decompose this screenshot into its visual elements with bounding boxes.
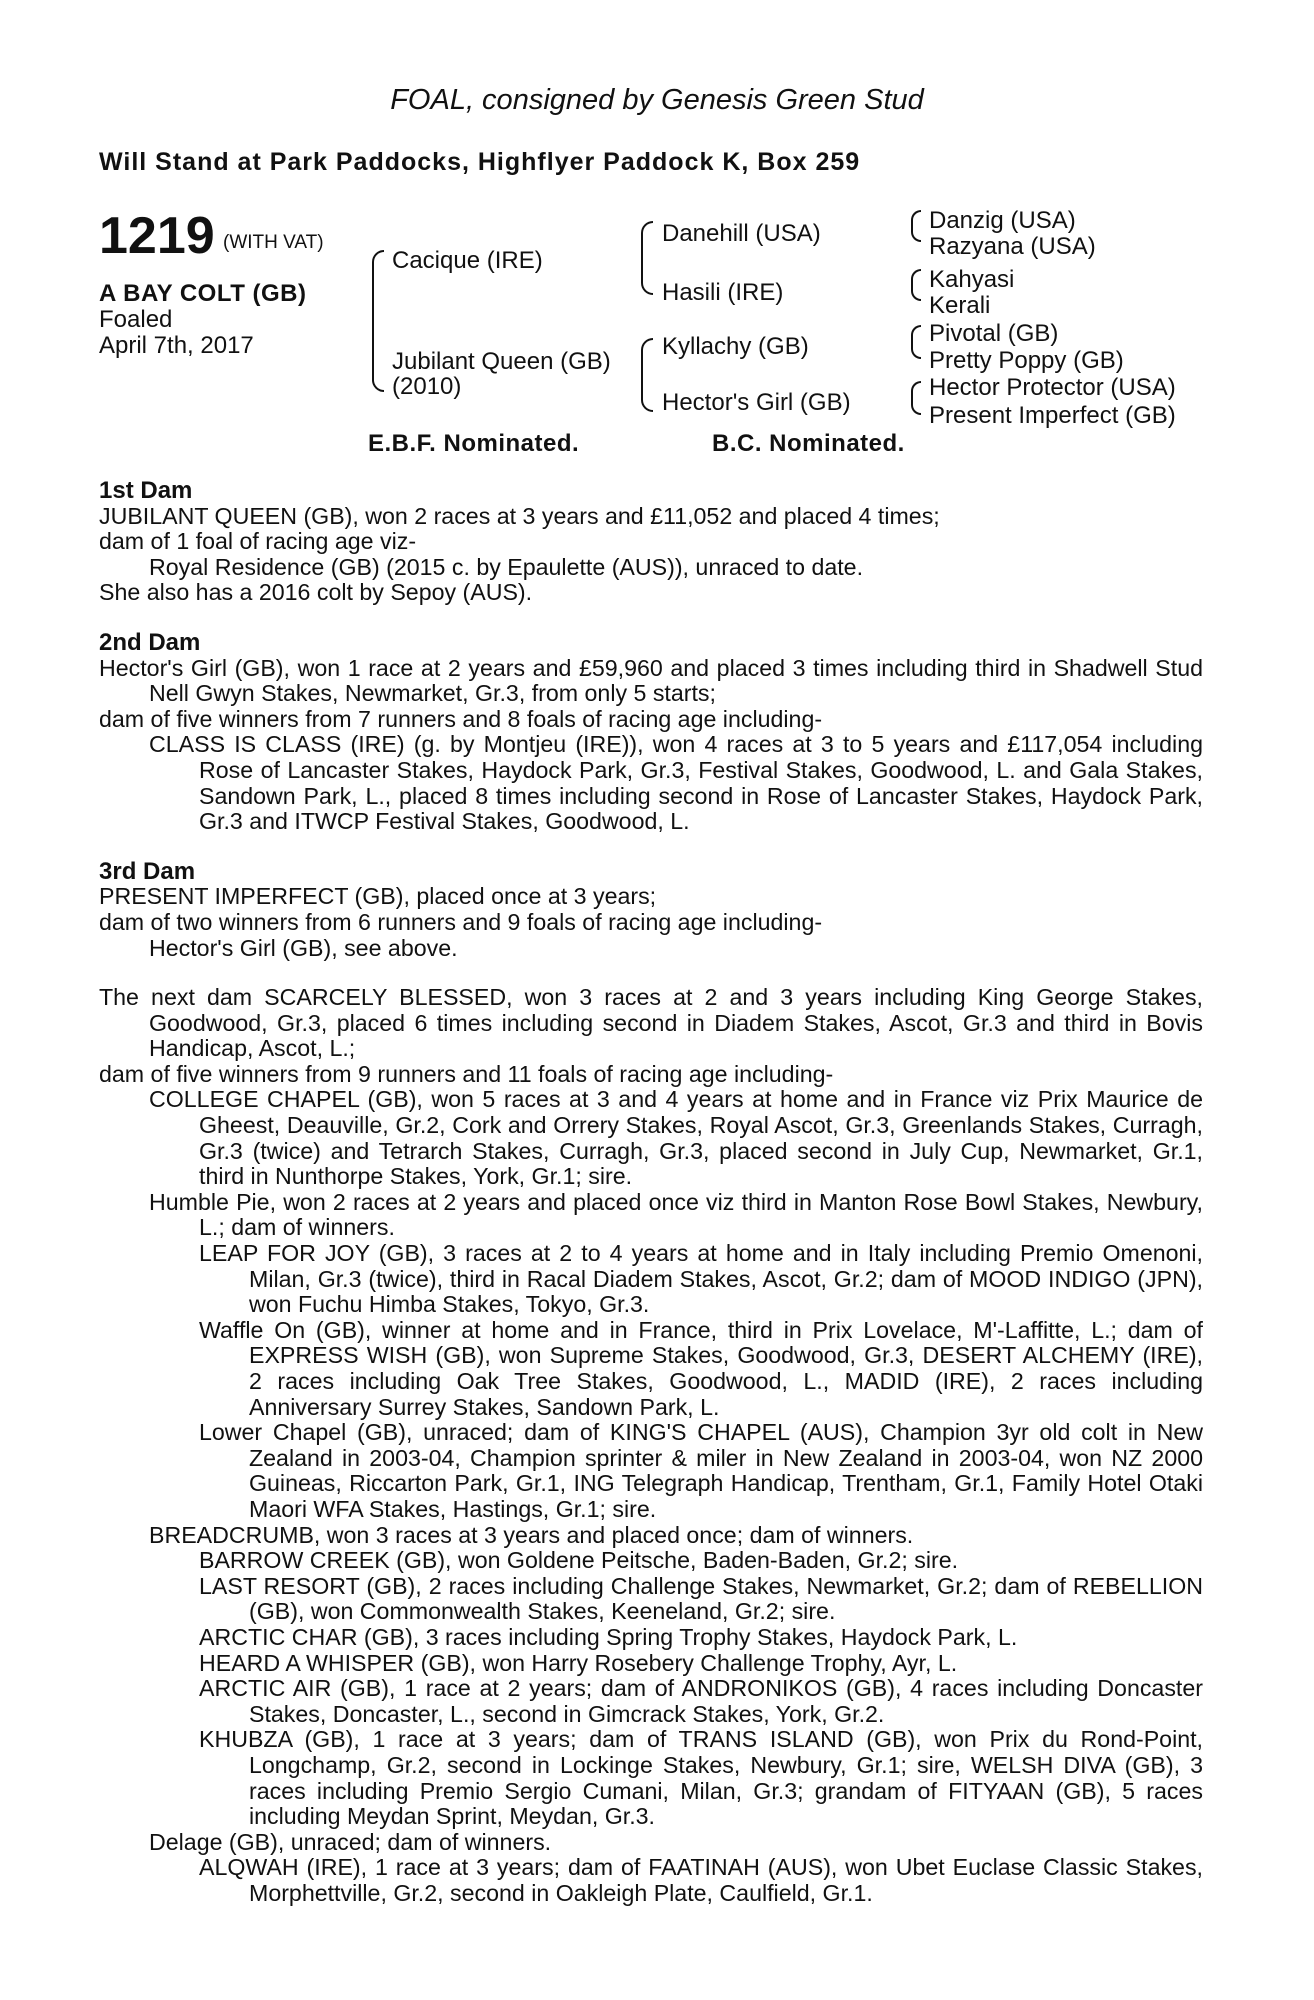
dam1-foal: Royal Residence (GB) (2015 c. by Epaulette (AUS)), unraced to date. (149, 553, 864, 580)
ebf-nomination: E.B.F. Nominated. (368, 430, 580, 457)
sire-sire: Danehill (USA) (662, 220, 821, 247)
pedigree-bracket-dam (641, 338, 653, 412)
dam-dam: Hector's Girl (GB) (662, 389, 851, 416)
foaled-label: Foaled (99, 306, 173, 333)
dam3-produce: dam of two winners from 6 runners and 9 foals of racing age including- (99, 908, 823, 935)
ancestor-ddd: Present Imperfect (GB) (929, 402, 1176, 429)
entry-barrow-creek: BARROW CREEK (GB), won Goldene Peitsche, Baden-Baden, Gr.2; sire. (199, 1547, 959, 1574)
next-dam-produce: dam of five winners from 9 runners and 11 foals of racing age including- (99, 1060, 834, 1087)
bracket-g4 (911, 381, 921, 415)
vat-note: (WITH VAT) (223, 232, 324, 253)
bracket-g1 (911, 210, 921, 242)
bracket-g3 (911, 325, 921, 359)
sire: Cacique (IRE) (392, 247, 543, 274)
catalogue-body (99, 478, 1203, 1906)
dam2-produce: dam of five winners from 7 runners and 8 foals of racing age including- (99, 705, 823, 732)
dam2-record: Hector's Girl (GB), won 1 race at 2 years and £59,960 and placed 3 times including third in Shadwell Stud Nell Gwyn Stakes, Newmarket, Gr.3, from only 5 starts; (99, 654, 1203, 707)
lot-name: A BAY COLT (GB) (99, 280, 307, 307)
stand-location: Will Stand at Park Paddocks, Highflyer Paddock K, Box 259 (99, 148, 861, 176)
dam-sire: Kyllachy (GB) (662, 333, 809, 360)
sire-dam: Hasili (IRE) (662, 279, 784, 306)
dam1-produce: dam of 1 foal of racing age viz- (99, 528, 417, 555)
entry-breadcrumb: BREADCRUMB, won 3 races at 3 years and placed once; dam of winners. (149, 1521, 914, 1548)
dam-name: Jubilant Queen (GB) (392, 348, 611, 375)
foaled-date: April 7th, 2017 (99, 332, 254, 359)
dam2-offspring: CLASS IS CLASS (IRE) (g. by Montjeu (IRE)), won 4 races at 3 to 5 years and £117,054 including Rose of Lancaster Stakes, Haydock Park, Gr.3, Festival Stakes, Goodwood, L. and Gala Stakes, Sandown Park, L., placed 8 times including second in Rose of Lancaster Stakes, Haydock Park, Gr.3 and ITWCP Festival Stakes, Goodwood, L. (149, 731, 1203, 835)
ancestor-sss: Danzig (USA) (929, 207, 1076, 234)
pedigree-bracket-sire (641, 221, 653, 295)
entry-humble-pie: Humble Pie, won 2 races at 2 years and placed once viz third in Manton Rose Bowl Stakes, Newbury, L.; dam of winners. (149, 1188, 1203, 1241)
ancestor-dss: Pivotal (GB) (929, 320, 1059, 347)
ancestor-dsd: Pretty Poppy (GB) (929, 347, 1124, 374)
entry-heard-a-whisper: HEARD A WHISPER (GB), won Harry Rosebery Challenge Trophy, Ayr, L. (199, 1649, 958, 1676)
dam-year: (2010) (392, 373, 462, 400)
next-dam-record: The next dam SCARCELY BLESSED, won 3 races at 2 and 3 years including King George Stakes, Goodwood, Gr.3, placed 6 times including second in Diadem Stakes, Ascot, Gr.3 and third in Bovis Handicap, Ascot, L.; (99, 984, 1203, 1062)
ancestor-sdd: Kerali (929, 292, 991, 319)
entry-arctic-air: ARCTIC AIR (GB), 1 race at 2 years; dam of ANDRONIKOS (GB), 4 races including Doncaster Stakes, Doncaster, L., second in Gimcrack Stakes, York, Gr.2. (199, 1675, 1203, 1727)
dam1-heading: 1st Dam (99, 477, 193, 504)
lot-number: 1219 (99, 207, 215, 265)
entry-college-chapel: COLLEGE CHAPEL (GB), won 5 races at 3 and 4 years at home and in France viz Prix Maurice de Gheest, Deauville, Gr.2, Cork and Orrery Stakes, Royal Ascot, Gr.3, Greenlands Stakes, Curragh, Gr.3 (twice) and Tetrarch Stakes, Curragh, Gr.3, placed second in July Cup, Newmarket, Gr.1, third in Nunthorpe Stakes, York, Gr.1; sire. (149, 1086, 1203, 1190)
ancestor-ssd: Razyana (USA) (929, 233, 1096, 260)
dam3-record: PRESENT IMPERFECT (GB), placed once at 3 years; (99, 883, 657, 910)
entry-leap-for-joy: LEAP FOR JOY (GB), 3 races at 2 to 4 years at home and in Italy including Premio Omenoni, Milan, Gr.3 (twice), third in Racal Diadem Stakes, Ascot, Gr.2; dam of MOOD INDIGO (JPN), won Fuchu Himba Stakes, Tokyo, Gr.3. (199, 1240, 1203, 1318)
entry-khubza: KHUBZA (GB), 1 race at 3 years; dam of TRANS ISLAND (GB), won Prix du Rond-Point, Longchamp, Gr.2, second in Lockinge Stakes, Newbury, Gr.1; sire, WELSH DIVA (GB), 3 races including Premio Sergio Cumani, Milan, Gr.3; grandam of FITYAAN (GB), 5 races including Meydan Sprint, Meydan, Gr.3. (199, 1726, 1203, 1830)
consignment-line: FOAL, consigned by Genesis Green Stud (390, 84, 924, 116)
dam3-offspring: Hector's Girl (GB), see above. (149, 934, 458, 961)
dam1-note: She also has a 2016 colt by Sepoy (AUS). (99, 579, 533, 606)
ancestor-sds: Kahyasi (929, 266, 1015, 293)
bracket-g2 (911, 269, 921, 301)
dam3-heading: 3rd Dam (99, 857, 196, 885)
dam2-heading: 2nd Dam (99, 628, 201, 656)
entry-last-resort: LAST RESORT (GB), 2 races including Challenge Stakes, Newmarket, Gr.2; dam of REBELLION (GB), won Commonwealth Stakes, Keeneland, Gr.2; sire. (199, 1572, 1203, 1625)
pedigree-bracket-main (372, 250, 384, 392)
entry-alqwah: ALQWAH (IRE), 1 race at 3 years; dam of FAATINAH (AUS), won Ubet Euclase Classic Stakes, Morphettville, Gr.2, second in Oakleigh Plate, Caulfield, Gr.1. (199, 1854, 1203, 1906)
entry-lower-chapel: Lower Chapel (GB), unraced; dam of KING'S CHAPEL (AUS), Champion 3yr old colt in New Zealand in 2003-04, Champion sprinter & miler in New Zealand in 2003-04, won NZ 2000 Guineas, Riccarton Park, Gr.1, ING Telegraph Handicap, Trentham, Gr.1, Family Hotel Otaki Maori WFA Stakes, Hastings, Gr.1; sire. (199, 1419, 1203, 1522)
dam1-record: JUBILANT QUEEN (GB), won 2 races at 3 years and £11,052 and placed 4 times; (99, 502, 940, 529)
entry-arctic-char: ARCTIC CHAR (GB), 3 races including Spring Trophy Stakes, Haydock Park, L. (199, 1623, 1018, 1650)
entry-waffle-on: Waffle On (GB), winner at home and in France, third in Prix Lovelace, M'-Laffitte, L.; dam of EXPRESS WISH (GB), won Supreme Stakes, Goodwood, Gr.3, DESERT ALCHEMY (IRE), 2 races including Oak Tree Stakes, Goodwood, L., MADID (IRE), 2 races including Anniversary Surrey Stakes, Sandown Park, L. (199, 1316, 1203, 1420)
bc-nomination: B.C. Nominated. (712, 430, 905, 457)
entry-delage: Delage (GB), unraced; dam of winners. (149, 1828, 552, 1855)
ancestor-dds: Hector Protector (USA) (929, 374, 1176, 401)
